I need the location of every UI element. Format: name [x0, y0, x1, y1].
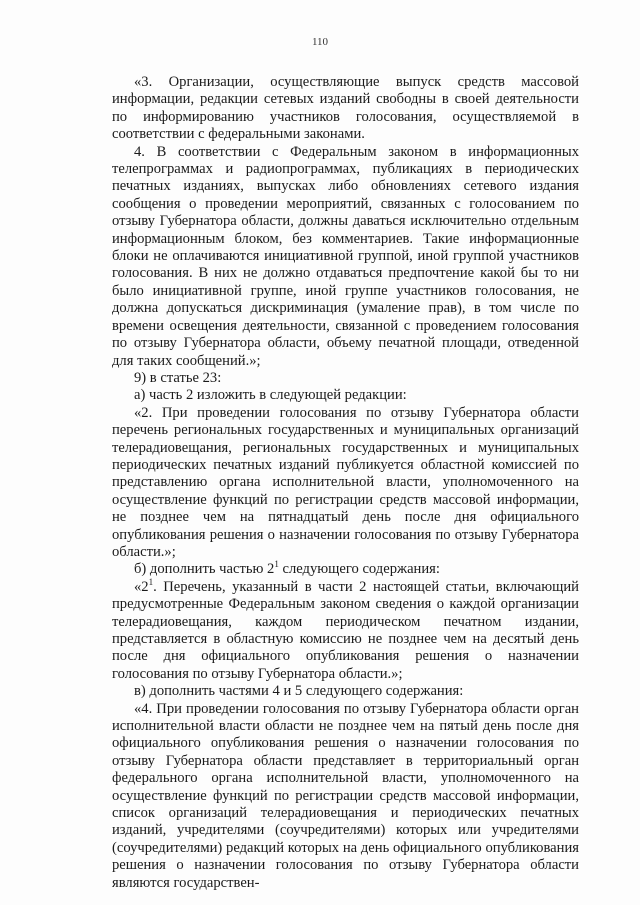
paragraph-part-2-1	[112, 576, 579, 683]
superscript-1: 1	[148, 576, 154, 587]
paragraph-article-4: 4. В соответствии с Федеральным законом в информационных телепрограммах и радиопрограммах, публикациях в периодических печатных изданиях, выпусках либо обновлениях сетевого издания сообщения о проведении мероприятий, связанных с голосованием по отзыву Губернатора области, должны даваться исключительно отдельным информационным блоком, без комментариев. Такие информационные блоки не оплачиваются инициативной группой, иной группой участников голосования. В них не должно отдаваться предпочтение какой бы то ни было инициативной группе, иной группе участников голосования, не должна допускаться дискриминация (умаление прав), в том числе по времени освещения деятельности, связанной с проведением голосования по отзыву Губернатора области, объему печатной площади, отведенной для таких сообщений.»;	[112, 143, 579, 369]
paragraph-item-b	[112, 561, 579, 578]
paragraph-part-2: «2. При проведении голосования по отзыву Губернатора области перечень региональных государственных и муниципальных организаций телерадиовещания, региональных государственных и муниципальных периодических печатных изданий публикуется областной комиссией по представлению органа исполнительной власти, уполномоченного на осуществление функций по регистрации средств массовой информации, не позднее чем на пятнадцатый день после дня официального опубликования решения о назначении голосования по отзыву Губернатора области.»;	[112, 404, 579, 560]
document-body	[112, 74, 579, 892]
paragraph-part-2-1-rest: . Перечень, указанный в части 2 настоящей статьи, включающий предусмотренные Федеральным законом сведения о каждой организации телерадиовещания, каждом периодическом печатном издании, представляется в областную комиссию не позднее чем на десятый день после дня официального опубликования решения о назначении голосования по отзыву Губернатора области.»;	[112, 578, 579, 682]
paragraph-part-4: «4. При проведении голосования по отзыву Губернатора области орган исполнительной власти области не позднее чем на пятый день после дня официального опубликования решения о назначении голосования по отзыву Губернатора области представляет в территориальный орган федерального органа исполнительной власти, уполномоченного на осуществление функций по регистрации средств массовой информации, список организаций телерадиовещания и периодических печатных изданий, учредителями (соучредителями) которых или учредителями (соучредителями) редакций которых на день официального опубликования решения о назначении голосования по отзыву Губернатора области являются государствен-	[112, 700, 579, 891]
paragraph-item-b-text: б) дополнить частью 2	[134, 561, 275, 578]
paragraph-item-b-rest: следующего содержания:	[278, 561, 440, 578]
paragraph-part-2-1-text: «2	[134, 578, 149, 595]
page-number: 110	[311, 36, 329, 48]
paragraph-item-9: 9) в статье 23:	[134, 369, 222, 386]
paragraph-item-a: а) часть 2 изложить в следующей редакции:	[134, 387, 407, 404]
paragraph-article-3: «3. Организации, осуществляющие выпуск средств массовой информации, редакции сетевых изданий свободны в своей деятельности по информированию участников голосования, осуществляемой в соответствии с федеральными законами.	[112, 74, 579, 143]
paragraph-item-v: в) дополнить частями 4 и 5 следующего содержания:	[134, 683, 464, 700]
superscript-1: 1	[274, 559, 279, 570]
